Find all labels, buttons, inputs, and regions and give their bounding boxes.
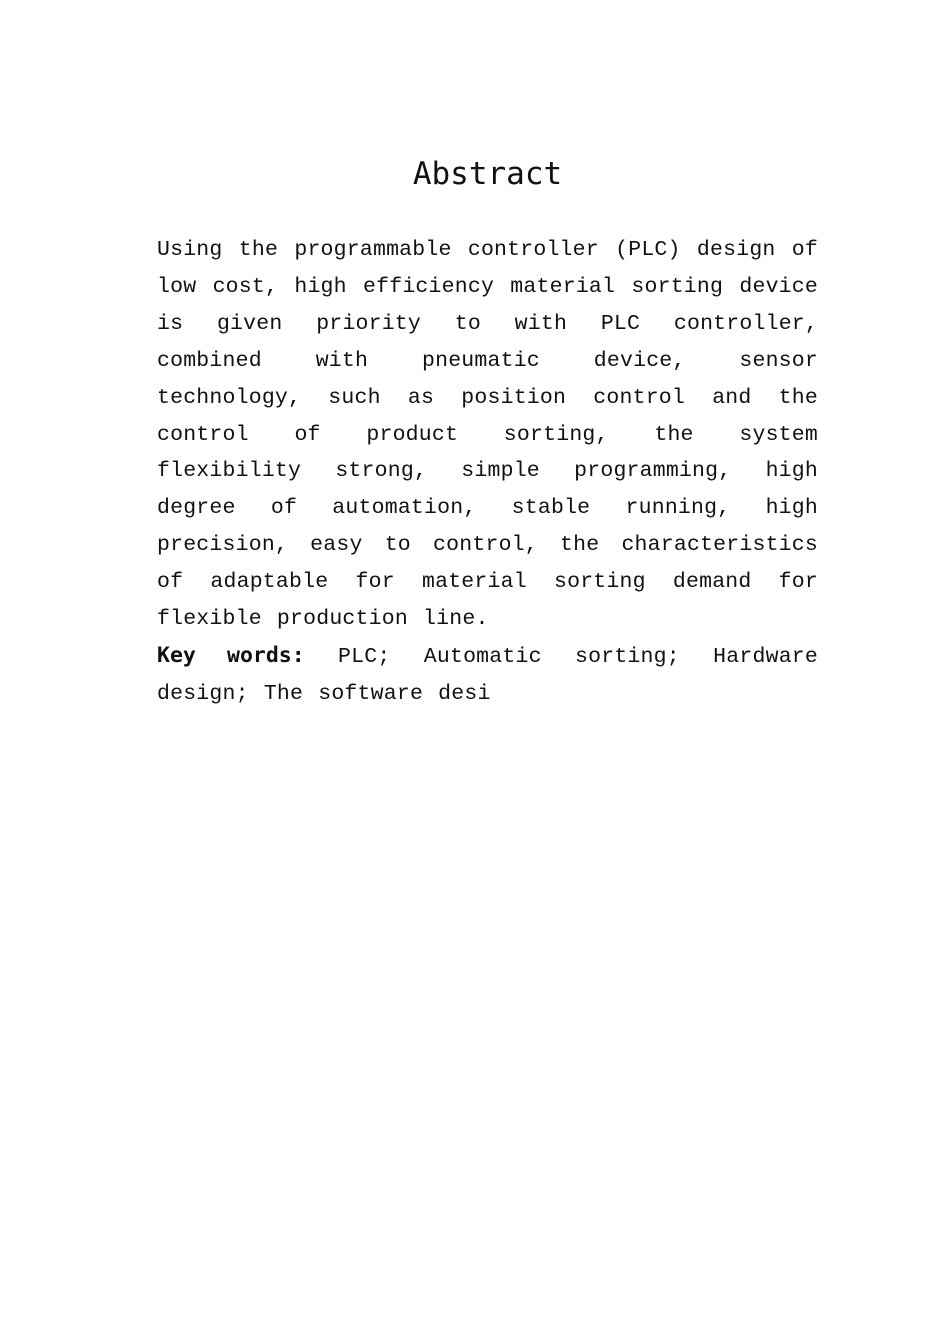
keywords-paragraph	[157, 638, 818, 713]
keywords-text: PLC; Automatic sorting; Hardware design; The software desi	[157, 645, 818, 706]
abstract-title: Abstract	[412, 156, 563, 192]
keywords-label: Key words:	[157, 643, 305, 668]
abstract-body: Using the programmable controller (PLC) design of low cost, high efficiency material sorting device is given priority to with PLC controller, combined with pneumatic device, sensor technology, such as position control and the control of product sorting, the system flexibility strong, simple programming, high degree of automation, stable running, high precision, easy to control, the characteristics of adaptable for material sorting demand for flexible production line.	[157, 238, 818, 632]
